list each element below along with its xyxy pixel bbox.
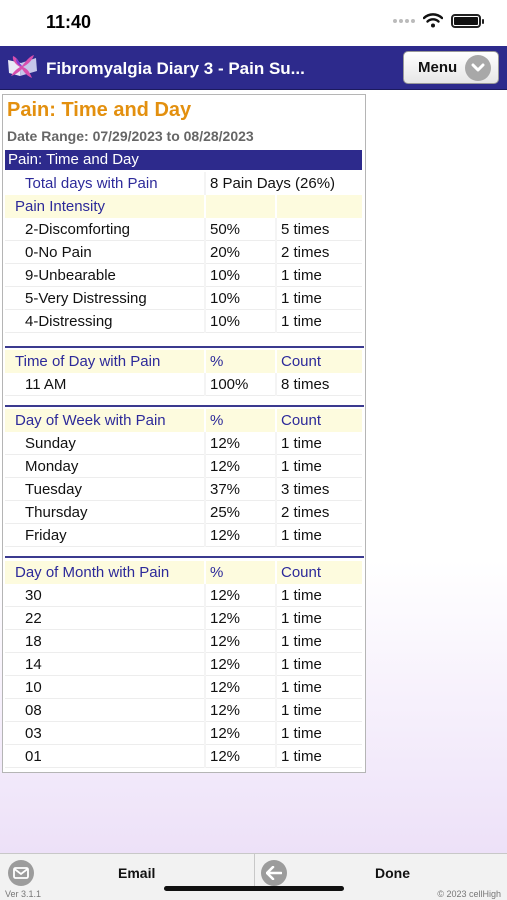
chevron-down-icon — [465, 55, 491, 81]
row-label: 03 — [5, 722, 206, 745]
menu-label: Menu — [418, 59, 458, 76]
row-pct: 12% — [206, 676, 277, 699]
row-label: 9-Unbearable — [5, 264, 206, 287]
row-label: Thursday — [5, 501, 206, 524]
row-count: 1 time — [281, 267, 322, 284]
row-label: 14 — [5, 653, 206, 676]
row-pct: 10% — [206, 264, 277, 287]
table-row — [5, 524, 362, 547]
date-range: Date Range: 07/29/2023 to 08/28/2023 — [7, 128, 254, 144]
row-pct: 12% — [206, 653, 277, 676]
app-title: Fibromyalgia Diary 3 - Pain Su... — [46, 59, 305, 78]
row-count: 1 time — [281, 702, 322, 719]
row-pct: 12% — [206, 584, 277, 607]
version-label: Ver 3.1.1 — [5, 889, 42, 899]
table-row — [5, 630, 362, 653]
battery-icon — [451, 14, 481, 28]
pct-header: % — [206, 350, 277, 373]
row-count: 5 times — [281, 221, 330, 238]
row-count: 3 times — [281, 481, 330, 498]
row-pct: 20% — [206, 241, 277, 264]
table-row — [5, 241, 362, 264]
row-count: 2 times — [281, 244, 330, 261]
pct-header: % — [206, 409, 277, 432]
table-row — [5, 699, 362, 722]
row-label: 18 — [5, 630, 206, 653]
copyright-label: © 2023 cellHigh — [437, 889, 501, 899]
home-indicator[interactable] — [164, 886, 344, 891]
time-of-day-header-row — [5, 350, 362, 373]
row-label: Friday — [5, 524, 206, 547]
table-row — [5, 478, 362, 501]
done-button[interactable] — [255, 854, 507, 888]
row-label: 22 — [5, 607, 206, 630]
total-days-value: 8 Pain Days (26%) — [210, 175, 336, 192]
status-bar — [0, 0, 507, 46]
row-pct: 12% — [206, 524, 277, 547]
row-count: 1 time — [281, 633, 322, 650]
row-label: Tuesday — [5, 478, 206, 501]
table-row — [5, 310, 362, 333]
row-label: 5-Very Distressing — [5, 287, 206, 310]
row-pct: 12% — [206, 630, 277, 653]
row-pct: 50% — [206, 218, 277, 241]
table-row — [5, 455, 362, 478]
row-count: 8 times — [281, 376, 330, 393]
row-label: 01 — [5, 745, 206, 768]
intensity-header: Pain Intensity — [5, 195, 206, 218]
row-count: 1 time — [281, 748, 322, 765]
row-count: 1 time — [281, 290, 322, 307]
row-count: 1 time — [281, 527, 322, 544]
section-divider — [5, 346, 364, 348]
table-row — [5, 584, 362, 607]
row-label: 10 — [5, 676, 206, 699]
signal-icon — [393, 19, 415, 23]
row-count: 1 time — [281, 610, 322, 627]
section-divider — [5, 405, 364, 407]
row-pct: 12% — [206, 745, 277, 768]
table-row — [5, 607, 362, 630]
day-of-week-header: Day of Week with Pain — [5, 409, 206, 432]
status-time: 11:40 — [46, 12, 92, 32]
row-pct: 12% — [206, 699, 277, 722]
table-row — [5, 676, 362, 699]
table-row — [5, 432, 362, 455]
table-row — [5, 722, 362, 745]
section-title: Pain: Time and Day — [5, 150, 362, 170]
done-label: Done — [375, 865, 410, 881]
pct-header: % — [206, 561, 277, 584]
table-row — [5, 501, 362, 524]
row-count: 1 time — [281, 679, 322, 696]
email-label: Email — [118, 865, 156, 881]
row-count: 1 time — [281, 725, 322, 742]
row-count: 1 time — [281, 656, 322, 673]
row-count: 2 times — [281, 504, 330, 521]
day-of-week-header-row — [5, 409, 362, 432]
total-days-label: Total days with Pain — [5, 172, 206, 195]
row-pct: 12% — [206, 455, 277, 478]
row-label: 08 — [5, 699, 206, 722]
row-pct: 100% — [206, 373, 277, 396]
back-arrow-icon — [261, 860, 287, 886]
report-title: Pain: Time and Day — [7, 99, 192, 121]
row-pct: 37% — [206, 478, 277, 501]
section-divider — [5, 556, 364, 558]
count-header: Count — [281, 564, 322, 581]
day-of-month-header-row — [5, 561, 362, 584]
total-days-row — [5, 172, 362, 195]
bottom-toolbar — [0, 853, 507, 900]
row-label: 0-No Pain — [5, 241, 206, 264]
intensity-header-row — [5, 195, 362, 218]
count-header: Count — [281, 353, 322, 370]
row-count: 1 time — [281, 313, 322, 330]
row-pct: 12% — [206, 607, 277, 630]
table-row — [5, 373, 362, 396]
row-count: 1 time — [281, 435, 322, 452]
wifi-icon — [423, 13, 443, 28]
row-label: 4-Distressing — [5, 310, 206, 333]
email-button[interactable] — [0, 854, 254, 888]
row-label: 11 AM — [5, 373, 206, 396]
row-label: 30 — [5, 584, 206, 607]
table-row — [5, 653, 362, 676]
row-label: Monday — [5, 455, 206, 478]
row-pct: 12% — [206, 432, 277, 455]
pain-report — [2, 94, 366, 773]
status-icons — [393, 13, 481, 28]
row-pct: 12% — [206, 722, 277, 745]
day-of-month-header: Day of Month with Pain — [5, 561, 206, 584]
table-row — [5, 287, 362, 310]
row-label: 2-Discomforting — [5, 218, 206, 241]
row-count: 1 time — [281, 458, 322, 475]
menu-button[interactable] — [403, 51, 499, 84]
email-icon — [8, 860, 34, 886]
row-label: Sunday — [5, 432, 206, 455]
table-row — [5, 264, 362, 287]
title-bar — [0, 46, 507, 90]
row-pct: 10% — [206, 310, 277, 333]
count-header: Count — [281, 412, 322, 429]
table-row — [5, 218, 362, 241]
app-logo-icon — [6, 54, 40, 80]
row-pct: 25% — [206, 501, 277, 524]
row-count: 1 time — [281, 587, 322, 604]
table-row — [5, 745, 362, 768]
row-pct: 10% — [206, 287, 277, 310]
time-of-day-header: Time of Day with Pain — [5, 350, 206, 373]
